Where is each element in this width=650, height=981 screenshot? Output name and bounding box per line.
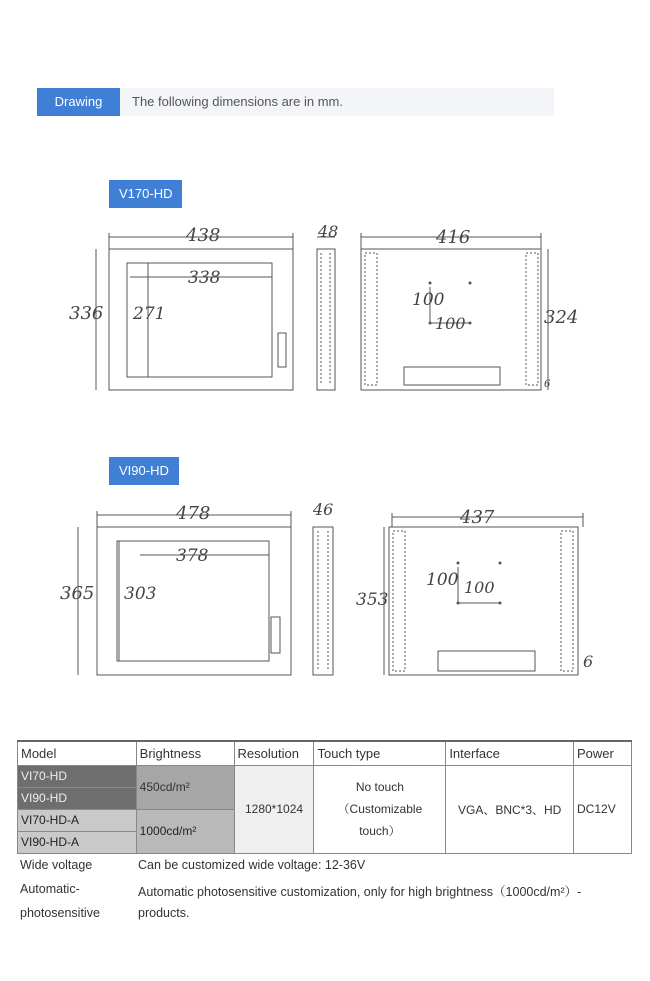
v170-front-buttons: [278, 333, 286, 367]
header-interface: Interface: [446, 741, 574, 765]
header-power: Power: [574, 741, 632, 765]
note-text-auto-photosensitive: Automatic photosensitive customization, only for high brightness（1000cd/m²）-: [138, 885, 582, 899]
v170-vesa-vertical-label: 100: [435, 314, 466, 333]
v190-io-panel: [438, 651, 535, 671]
model-cell: VI70-HD: [18, 765, 137, 787]
v170-back-height-label: 324: [544, 307, 579, 328]
spec-table: [17, 740, 632, 854]
v190-back-view: [389, 527, 578, 675]
header-note: The following dimensions are in mm.: [132, 94, 343, 109]
note-label-photosensitive: photosensitive: [20, 906, 100, 920]
v190-screen-height-label: 303: [124, 584, 157, 604]
v190-height-label: 365: [60, 583, 95, 604]
drawing-tab[interactable]: Drawing: [37, 88, 120, 116]
v170-height-label: 336: [69, 303, 104, 324]
model-tag-v170: V170-HD: [109, 180, 182, 208]
note-label-wide-voltage: Wide voltage: [20, 858, 93, 872]
interface-cell: VGA、BNC*3、HD: [446, 765, 574, 853]
note-label-auto-photosensitive: Automatic-: [20, 882, 80, 896]
v170-screen-height-label: 271: [133, 304, 166, 324]
v190-back-width-label: 437: [460, 507, 495, 528]
v190-width-label: 478: [176, 503, 211, 524]
v190-offset-label: 6: [583, 652, 594, 671]
model-cell: VI70-HD-A: [18, 809, 137, 831]
header-resolution: Resolution: [234, 741, 314, 765]
header-brightness: Brightness: [136, 741, 234, 765]
v170-io-panel: [404, 367, 500, 385]
model-cell: VI90-HD-A: [18, 831, 137, 853]
v190-depth-label: 46: [313, 500, 334, 519]
v190-side-view: [313, 527, 333, 675]
model-tag-v190: VI90-HD: [109, 457, 179, 485]
touch-type-cell: [314, 765, 446, 853]
v170-depth-label: 48: [318, 222, 339, 241]
touch-type-line: touch）: [359, 824, 401, 838]
note-text-wide-voltage: Can be customized wide voltage: 12-36V: [138, 858, 366, 872]
v170-drawing: [0, 215, 650, 400]
touch-type-line: No touch: [355, 780, 404, 794]
table-row: [18, 765, 632, 787]
v170-offset-label: 6: [544, 379, 551, 390]
v170-width-label: 438: [186, 225, 221, 246]
v170-screen-width-label: 338: [188, 268, 221, 288]
v190-drawing: [0, 495, 650, 685]
v170-back-width-label: 416: [436, 227, 471, 248]
v170-vesa-horizontal-label: 100: [412, 290, 445, 310]
header-model: Model: [18, 741, 137, 765]
v170-side-view: [317, 249, 335, 390]
notes-section: [20, 858, 640, 928]
drawing-header: [37, 88, 554, 116]
table-header-row: [18, 741, 632, 765]
power-cell: DC12V: [574, 765, 632, 853]
brightness-cell: 450cd/m²: [136, 765, 234, 809]
resolution-cell: 1280*1024: [234, 765, 314, 853]
brightness-cell: 1000cd/m²: [136, 809, 234, 853]
note-text-products: products.: [138, 906, 190, 920]
v190-back-height-label: 353: [356, 590, 389, 610]
model-cell: VI90-HD: [18, 787, 137, 809]
v190-front-buttons: [271, 617, 280, 653]
v190-vesa-vertical-label: 100: [464, 578, 495, 597]
v190-screen-width-label: 378: [176, 546, 209, 566]
v190-vesa-horizontal-label: 100: [426, 570, 459, 590]
touch-type-line: （Customizable: [337, 802, 423, 816]
header-touch-type: Touch type: [314, 741, 446, 765]
